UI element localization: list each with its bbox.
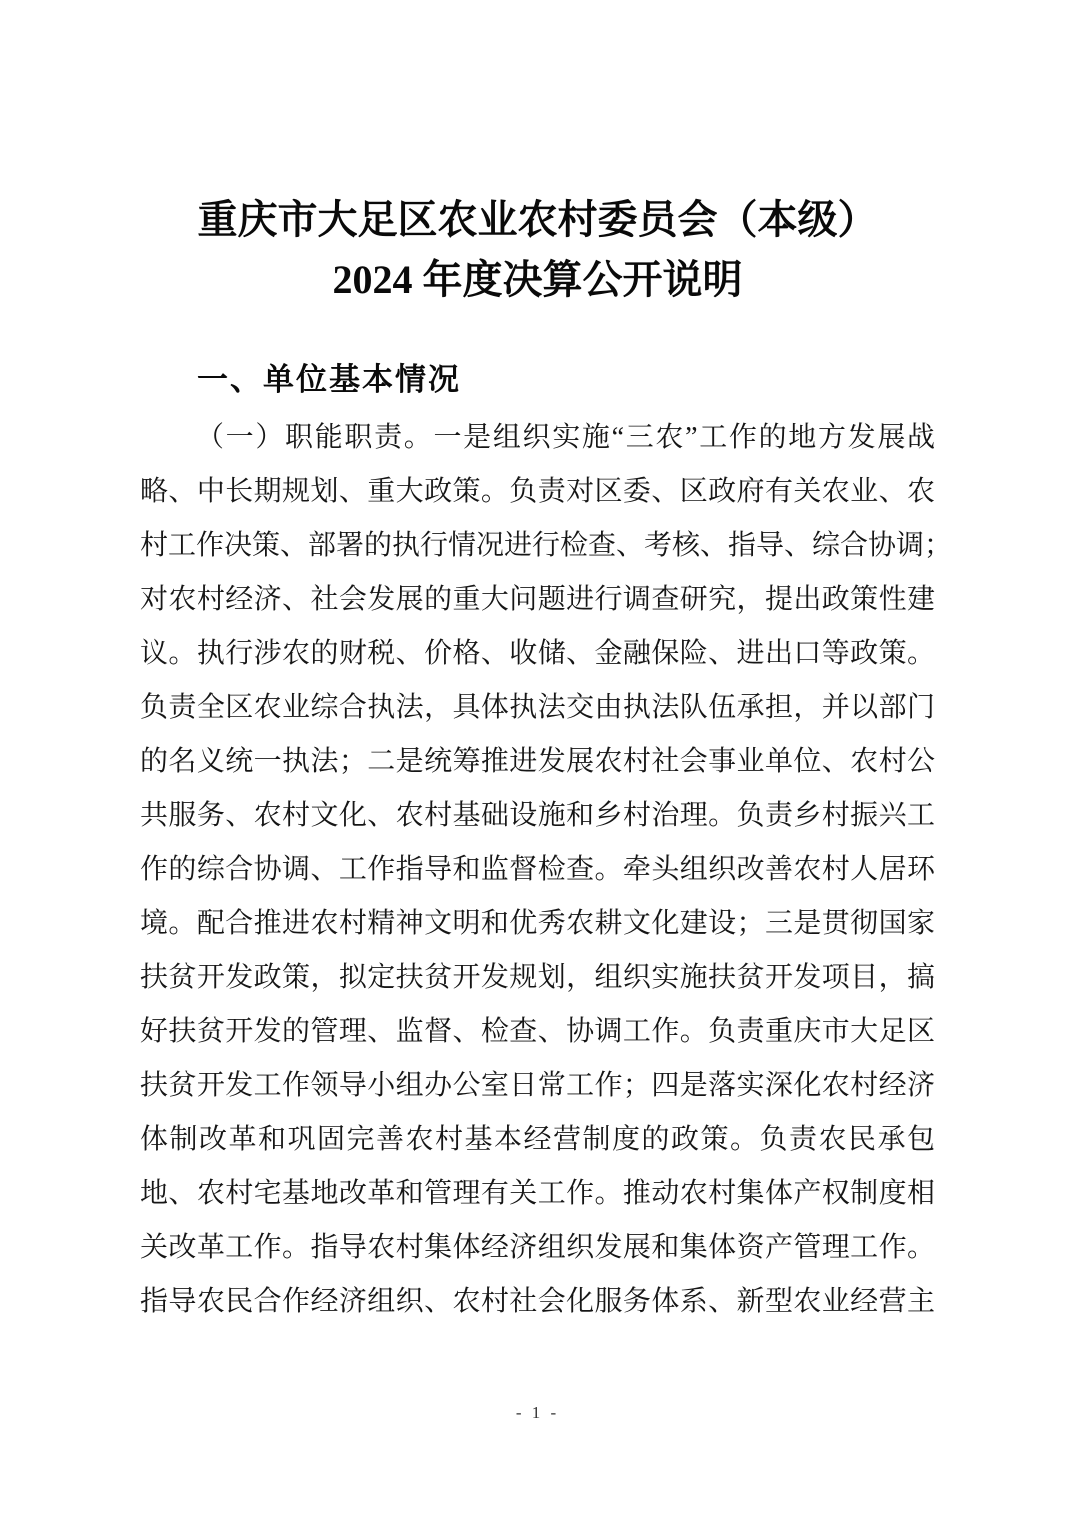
body-line: 村工作决策、部署的执行情况进行检查、考核、指导、综合协调； — [140, 530, 953, 561]
body-line: 指导农民合作经济组织、农村社会化服务体系、新型农业经营主 — [140, 1286, 935, 1317]
body-line: 略、中长期规划、重大政策。负责对区委、区政府有关农业、农 — [140, 476, 935, 507]
body-line: 共服务、农村文化、农村基础设施和乡村治理。负责乡村振兴工 — [140, 800, 935, 831]
body-line: 负责全区农业综合执法，具体执法交由执法队伍承担，并以部门 — [140, 692, 935, 723]
page-number: - 1 - — [515, 1403, 560, 1422]
body-line: 体制改革和巩固完善农村基本经营制度的政策。负责农民承包 — [140, 1124, 935, 1155]
document-title-line2: 2024 年度决算公开说明 — [332, 257, 743, 302]
document-title — [0, 190, 1075, 310]
body-line: 好扶贫开发的管理、监督、检查、协调工作。负责重庆市大足区 — [140, 1016, 935, 1047]
section-heading-unit-basic-info: 一、单位基本情况 — [197, 362, 461, 397]
body-line: 对农村经济、社会发展的重大问题进行调查研究，提出政策性建 — [140, 584, 935, 615]
body-line: 议。执行涉农的财税、价格、收储、金融保险、进出口等政策。 — [140, 638, 935, 669]
body-line: （一）职能职责。一是组织实施“三农”工作的地方发展战 — [196, 422, 935, 453]
body-line: 作的综合协调、工作指导和监督检查。牵头组织改善农村人居环 — [140, 854, 935, 885]
body-line: 境。配合推进农村精神文明和优秀农耕文化建设；三是贯彻国家 — [140, 908, 935, 939]
body-line: 扶贫开发工作领导小组办公室日常工作；四是落实深化农村经济 — [140, 1070, 935, 1101]
body-line: 关改革工作。指导农村集体经济组织发展和集体资产管理工作。 — [140, 1232, 935, 1263]
body-line: 地、农村宅基地改革和管理有关工作。推动农村集体产权制度相 — [140, 1178, 935, 1209]
body-line: 扶贫开发政策，拟定扶贫开发规划，组织实施扶贫开发项目，搞 — [140, 962, 935, 993]
document-title-line1: 重庆市大足区农业农村委员会（本级） — [197, 197, 878, 242]
body-line: 的名义统一执法；二是统筹推进发展农村社会事业单位、农村公 — [140, 746, 935, 777]
paragraph-duties — [140, 411, 953, 1329]
